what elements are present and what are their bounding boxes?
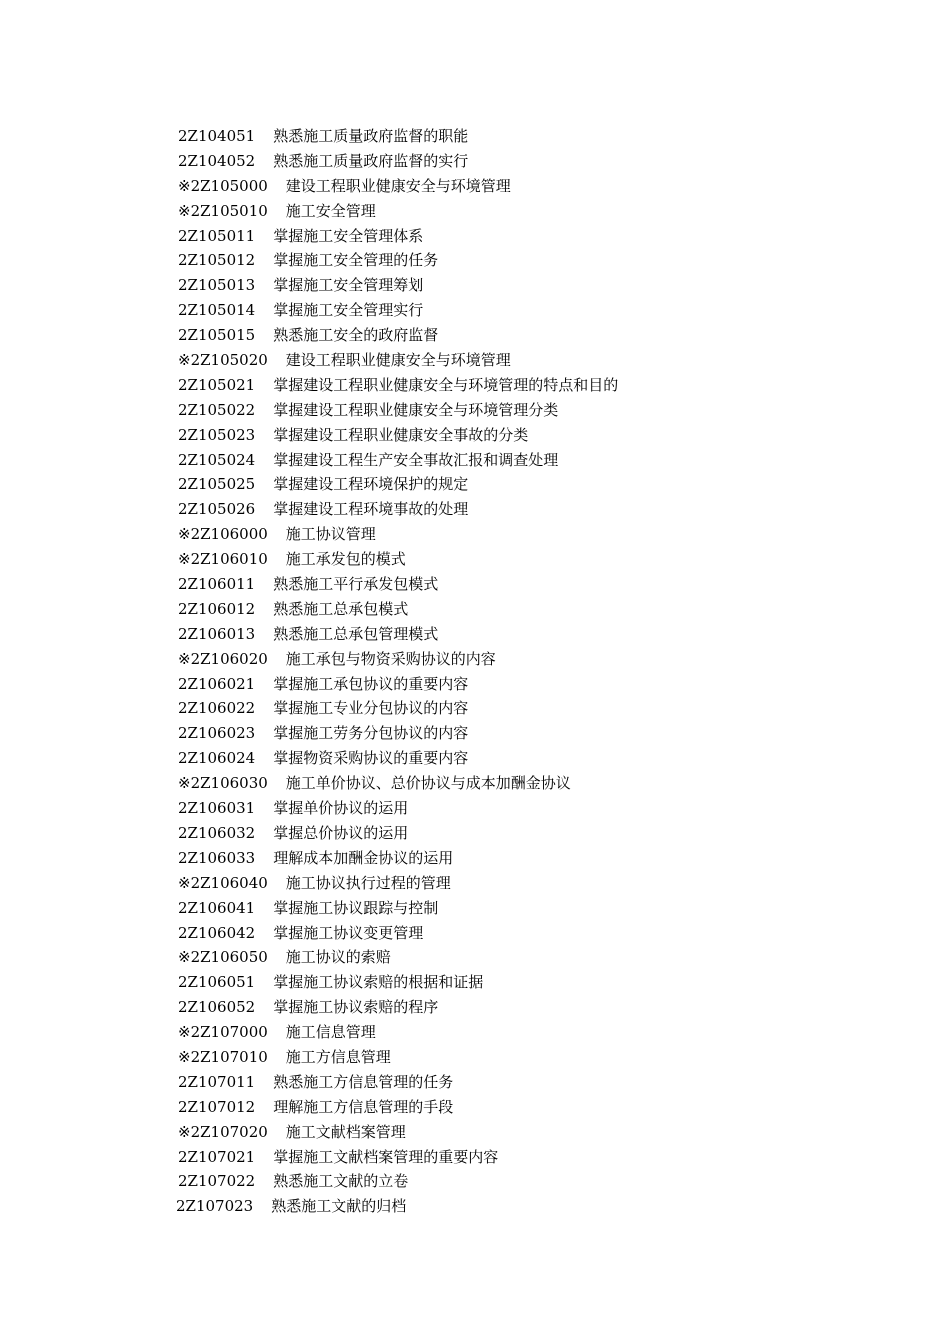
item-code: 2Z106021 bbox=[178, 674, 256, 693]
outline-item bbox=[178, 821, 618, 846]
item-code: 2Z105013 bbox=[178, 276, 256, 295]
outline-item bbox=[178, 945, 618, 970]
item-title: 掌握施工安全管理筹划 bbox=[273, 276, 424, 295]
item-code: 2Z104052 bbox=[178, 151, 256, 170]
item-code: 2Z107012 bbox=[178, 1097, 256, 1116]
item-code: ※2Z105010 bbox=[178, 201, 268, 220]
item-code: ※2Z107010 bbox=[178, 1047, 268, 1066]
item-title: 掌握施工协议索赔的根据和证据 bbox=[273, 973, 484, 992]
outline-item bbox=[178, 846, 618, 871]
item-code: 2Z104051 bbox=[178, 127, 256, 145]
item-title: 掌握施工专业分包协议的内容 bbox=[273, 699, 469, 718]
outline-item bbox=[178, 1045, 618, 1070]
item-title: 施工单价协议、总价协议与成本加酬金协议 bbox=[285, 774, 571, 793]
item-title: 施工承包与物资采购协议的内容 bbox=[285, 649, 496, 668]
outline-item bbox=[178, 896, 618, 921]
outline-item bbox=[178, 323, 618, 348]
outline-item bbox=[178, 721, 618, 746]
outline-item bbox=[178, 672, 618, 697]
item-title: 理解施工方信息管理的手段 bbox=[273, 1097, 454, 1116]
outline-item bbox=[178, 472, 618, 497]
outline-item bbox=[178, 970, 618, 995]
item-code: 2Z106042 bbox=[178, 923, 256, 942]
item-code: 2Z106033 bbox=[178, 848, 256, 867]
item-title: 熟悉施工总承包模式 bbox=[273, 599, 409, 618]
item-code: 2Z107022 bbox=[178, 1172, 256, 1191]
item-title: 掌握建设工程职业健康安全与环境管理的特点和目的 bbox=[273, 375, 619, 394]
outline-item bbox=[178, 348, 618, 373]
item-title: 掌握施工安全管理实行 bbox=[273, 301, 424, 320]
outline-item bbox=[176, 1194, 618, 1219]
outline-item bbox=[178, 746, 618, 771]
outline-item bbox=[178, 647, 618, 672]
item-title: 施工文献档案管理 bbox=[285, 1122, 406, 1141]
item-title: 熟悉施工方信息管理的任务 bbox=[273, 1072, 454, 1091]
item-title: 掌握施工文献档案管理的重要内容 bbox=[273, 1147, 499, 1166]
item-title: 掌握建设工程职业健康安全与环境管理分类 bbox=[273, 400, 559, 419]
item-title: 掌握施工协议索赔的程序 bbox=[273, 998, 439, 1017]
item-code: 2Z107023 bbox=[176, 1197, 254, 1216]
outline-item bbox=[178, 921, 618, 946]
item-title: 施工承发包的模式 bbox=[285, 550, 406, 569]
item-code: 2Z106012 bbox=[178, 599, 256, 618]
item-code: 2Z105014 bbox=[178, 301, 256, 320]
item-code: 2Z105012 bbox=[178, 251, 256, 270]
item-code: 2Z106032 bbox=[178, 823, 256, 842]
item-title: 施工协议执行过程的管理 bbox=[285, 873, 451, 892]
outline-item bbox=[178, 149, 618, 174]
outline-item bbox=[178, 622, 618, 647]
item-title: 熟悉施工安全的政府监督 bbox=[273, 326, 439, 345]
item-code: ※2Z105000 bbox=[178, 176, 268, 195]
item-title: 熟悉施工平行承发包模式 bbox=[273, 575, 439, 594]
item-code: 2Z105025 bbox=[178, 475, 256, 494]
item-code: ※2Z106030 bbox=[178, 774, 268, 793]
item-title: 建设工程职业健康安全与环境管理 bbox=[285, 351, 511, 370]
item-title: 施工协议的索赔 bbox=[285, 948, 391, 967]
outline-item bbox=[178, 1145, 618, 1170]
outline-item bbox=[178, 597, 618, 622]
item-code: 2Z105015 bbox=[178, 326, 256, 345]
outline-item bbox=[178, 771, 618, 796]
outline-item bbox=[178, 174, 618, 199]
item-code: ※2Z105020 bbox=[178, 351, 268, 370]
item-code: ※2Z107000 bbox=[178, 1023, 268, 1042]
outline-item bbox=[178, 1169, 618, 1194]
item-title: 施工信息管理 bbox=[285, 1023, 376, 1042]
item-title: 掌握建设工程生产安全事故汇报和调查处理 bbox=[273, 450, 559, 469]
item-code: 2Z105022 bbox=[178, 400, 256, 419]
outline-item bbox=[178, 572, 618, 597]
item-code: ※2Z106040 bbox=[178, 873, 268, 892]
outline-item bbox=[178, 1120, 618, 1145]
outline-item bbox=[178, 696, 618, 721]
outline-item bbox=[178, 1020, 618, 1045]
item-code: 2Z106023 bbox=[178, 724, 256, 743]
item-code: ※2Z106050 bbox=[178, 948, 268, 967]
item-code: 2Z106011 bbox=[178, 575, 256, 594]
item-title: 掌握施工劳务分包协议的内容 bbox=[273, 724, 469, 743]
item-title: 熟悉施工文献的立卷 bbox=[273, 1172, 409, 1191]
item-title: 施工协议管理 bbox=[285, 525, 376, 544]
item-code: ※2Z106010 bbox=[178, 550, 268, 569]
item-title: 理解成本加酬金协议的运用 bbox=[273, 848, 454, 867]
item-code: 2Z105024 bbox=[178, 450, 256, 469]
item-code: 2Z105023 bbox=[178, 425, 256, 444]
outline-item bbox=[178, 871, 618, 896]
item-code: 2Z106041 bbox=[178, 898, 256, 917]
item-title: 掌握总价协议的运用 bbox=[273, 823, 409, 842]
outline-item bbox=[178, 1070, 618, 1095]
outline-item bbox=[178, 522, 618, 547]
item-title: 掌握施工协议变更管理 bbox=[273, 923, 424, 942]
item-code: 2Z105011 bbox=[178, 226, 256, 245]
outline-item bbox=[178, 248, 618, 273]
item-code: ※2Z106000 bbox=[178, 525, 268, 544]
item-title: 掌握建设工程职业健康安全事故的分类 bbox=[273, 425, 529, 444]
item-title: 掌握施工承包协议的重要内容 bbox=[273, 674, 469, 693]
outline-item bbox=[178, 124, 618, 149]
item-code: 2Z106052 bbox=[178, 998, 256, 1017]
outline-item bbox=[178, 497, 618, 522]
item-title: 施工方信息管理 bbox=[285, 1047, 391, 1066]
item-title: 熟悉施工质量政府监督的实行 bbox=[273, 151, 469, 170]
item-code: ※2Z106020 bbox=[178, 649, 268, 668]
syllabus-outline bbox=[178, 124, 618, 1219]
outline-item bbox=[178, 1095, 618, 1120]
item-title: 掌握施工安全管理体系 bbox=[273, 226, 424, 245]
item-title: 熟悉施工文献的归档 bbox=[271, 1197, 407, 1216]
item-code: 2Z106024 bbox=[178, 749, 256, 768]
item-title: 建设工程职业健康安全与环境管理 bbox=[285, 176, 511, 195]
item-title: 施工安全管理 bbox=[285, 201, 376, 220]
item-code: 2Z105021 bbox=[178, 375, 256, 394]
outline-item bbox=[178, 547, 618, 572]
item-code: ※2Z107020 bbox=[178, 1122, 268, 1141]
item-title: 掌握施工安全管理的任务 bbox=[273, 251, 439, 270]
item-title: 熟悉施工总承包管理模式 bbox=[273, 624, 439, 643]
outline-item bbox=[178, 796, 618, 821]
outline-item bbox=[178, 373, 618, 398]
outline-item bbox=[178, 273, 618, 298]
item-code: 2Z106013 bbox=[178, 624, 256, 643]
item-title: 掌握建设工程环境保护的规定 bbox=[273, 475, 469, 494]
item-code: 2Z106051 bbox=[178, 973, 256, 992]
item-code: 2Z105026 bbox=[178, 500, 256, 519]
item-title: 熟悉施工质量政府监督的职能 bbox=[273, 127, 469, 145]
item-code: 2Z107021 bbox=[178, 1147, 256, 1166]
outline-item bbox=[178, 199, 618, 224]
outline-item bbox=[178, 224, 618, 249]
outline-item bbox=[178, 448, 618, 473]
item-title: 掌握施工协议跟踪与控制 bbox=[273, 898, 439, 917]
item-title: 掌握物资采购协议的重要内容 bbox=[273, 749, 469, 768]
item-code: 2Z107011 bbox=[178, 1072, 256, 1091]
item-title: 掌握建设工程环境事故的处理 bbox=[273, 500, 469, 519]
outline-item bbox=[178, 398, 618, 423]
item-code: 2Z106022 bbox=[178, 699, 256, 718]
outline-item bbox=[178, 423, 618, 448]
item-title: 掌握单价协议的运用 bbox=[273, 799, 409, 818]
item-code: 2Z106031 bbox=[178, 799, 256, 818]
outline-item bbox=[178, 995, 618, 1020]
outline-item bbox=[178, 298, 618, 323]
